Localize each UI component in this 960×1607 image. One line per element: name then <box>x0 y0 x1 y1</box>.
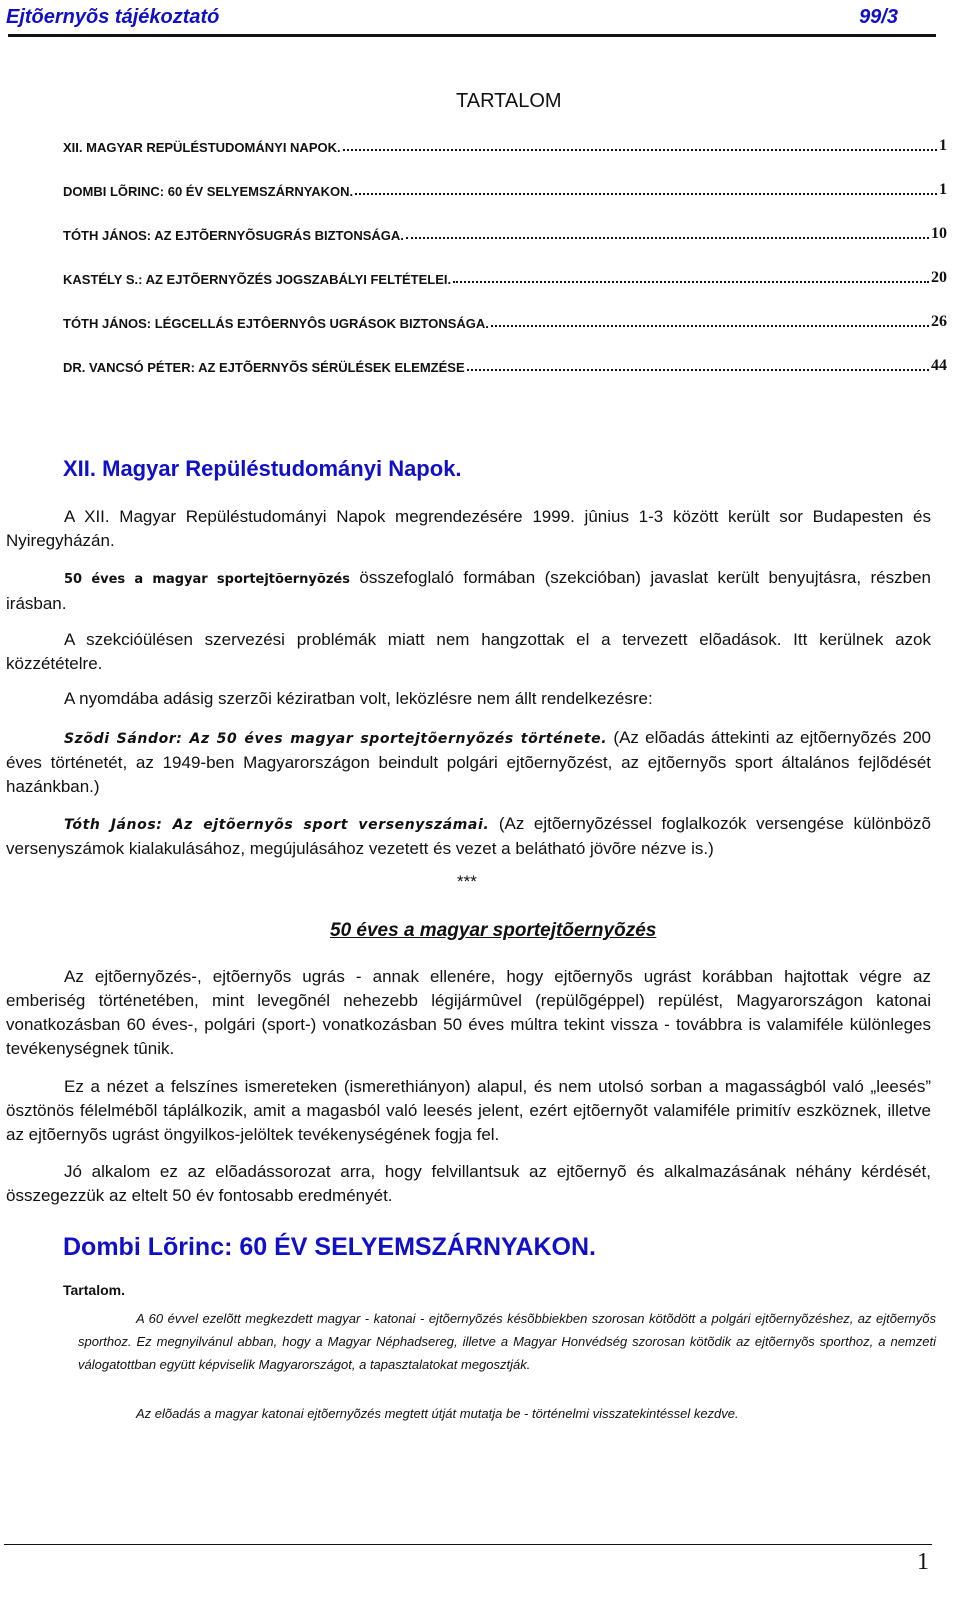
toc-entry-text: DOMBI LÕRINC: 60 ÉV SELYEMSZÁRNYAKON. <box>63 184 354 199</box>
paragraph: A szekcióülésen szervezési problémák miatt nem hangzottak el a tervezett elõadások. Itt kerülnek azok közzétételre. <box>6 630 931 673</box>
paragraph: A XII. Magyar Repüléstudományi Napok megrendezésére 1999. jûnius 1-3 között került sor Budapesten és Nyiregyházán. <box>6 507 931 550</box>
toc-entry-text: TÓTH JÁNOS: LÉGCELLÁS EJTÔERNYÔS UGRÁSOK BIZTONSÁGA. <box>63 316 489 331</box>
toc-leader <box>355 193 937 195</box>
toc-leader <box>343 149 937 151</box>
issue-number: 99/3 <box>859 6 898 28</box>
paragraph-text: (Az elõadás áttekinti az ejtõernyõzés 200 éves történetét, az 1949-ben Magyarországon beindult polgári ejtõernyõzést, az ejtõernyõs sport általános fejlõdését hazánkban.) <box>6 728 931 796</box>
abstract-paragraph: A 60 évvel ezelõtt megkezdett magyar - katonai - ejtõernyõzés késõbbiekben szorosan kötõdött a polgári ejtõernyõzéshez, az ejtõernyõs sporthoz. Ez megnyilvánul abban, hogy a Magyar Néphadsereg, illetve a Magyar Honvédség szorosan kötõdik az ejtõernyõs sporthoz, a nemzeti válogatottban együtt képviselik Magyarországot, a tapasztalatokat megosztják. <box>78 1311 936 1372</box>
toc-entry-text: KASTÉLY S.: AZ EJTÕERNYÕZÉS JOGSZABÁLYI FELTÉTELEI. <box>63 272 452 287</box>
toc-entry[interactable] <box>63 309 947 331</box>
header-rule <box>8 34 936 37</box>
toc-entry[interactable] <box>63 221 947 243</box>
paragraph <box>6 726 931 799</box>
toc-entry[interactable] <box>63 265 947 287</box>
abstract-label: Tartalom. <box>63 1282 125 1298</box>
inline-bold-title: 50 éves a magyar sportejtõernyõzés <box>64 572 350 587</box>
paragraph: Ez a nézet a felszínes ismereteken (ismerethiányon) alapul, és nem utolsó sorban a magasságból való „leesés” ösztönös félelmébõl táplálkozik, amit a magasból való leesés jelent, ezért ejtõernyõt valamiféle primitív eszköznek, illetve az ejtõernyõs ugrást öngyilkos-jelöltek tevékenységének fogja fel. <box>6 1077 931 1144</box>
toc-title: TARTALOM <box>456 90 562 112</box>
paragraph: A nyomdába adásig szerzõi kéziratban volt, leközlésre nem állt rendelkezésre: <box>64 689 653 708</box>
toc-entry-text: XII. MAGYAR REPÜLÉSTUDOMÁNYI NAPOK. <box>63 140 341 155</box>
toc-entry[interactable] <box>63 133 947 155</box>
toc-entry-page: 26 <box>931 313 947 330</box>
article-title: Dombi Lõrinc: 60 ÉV SELYEMSZÁRNYAKON. <box>63 1233 596 1261</box>
toc-entry-page: 1 <box>939 181 947 198</box>
toc-entry-text: DR. VANCSÓ PÉTER: AZ EJTÕERNYÕS SÉRÜLÉSEK ELEMZÉSE <box>63 360 465 375</box>
paragraph-text: (Az ejtõernyõzéssel foglalkozók versengése különbözõ versenyszámok kialakulásához, megújulásához vezetett és vezet a belátható jövõre nézve is.) <box>6 814 931 858</box>
page-number: 1 <box>917 1549 929 1575</box>
toc-leader <box>467 369 929 371</box>
toc-entry[interactable] <box>63 177 947 199</box>
publication-title: Ejtõernyõs tájékoztató <box>6 6 220 28</box>
toc-entry-page: 1 <box>939 137 947 154</box>
separator-stars: *** <box>457 872 477 891</box>
inline-bold-title: Szõdi Sándor: Az 50 éves magyar sportejtõernyõzés története. <box>64 731 608 747</box>
toc-leader <box>491 325 929 327</box>
toc-entry-page: 44 <box>931 357 947 374</box>
page-header <box>4 4 934 28</box>
section-heading: XII. Magyar Repüléstudományi Napok. <box>63 456 462 481</box>
paragraph: Jó alkalom ez az elõadássorozat arra, hogy felvillantsuk az ejtõernyõ és alkalmazásának néhány kérdését, összegezzük az eltelt 50 év fontosabb eredményét. <box>6 1162 931 1205</box>
toc-entry-page: 20 <box>931 269 947 286</box>
paragraph: Az ejtõernyõzés-, ejtõernyõs ugrás - annak ellenére, hogy ejtõernyõs ugrást korábban hajtottak végre az emberiség történetében, mint levegõnél nehezebb légijármûvel (repülõgéppel) repülést, Magyarországon katonai vonatkozásban 60 éves-, polgári (sport-) vonatkozásban 50 éves múltra tekint vissza - továbbra is valamiféle különleges tevékenységnek tûnik. <box>6 967 931 1058</box>
paragraph <box>6 812 931 861</box>
toc-entry-text: TÓTH JÁNOS: AZ EJTÕERNYÕSUGRÁS BIZTONSÁGA. <box>63 228 404 243</box>
section-heading: 50 éves a magyar sportejtõernyõzés <box>330 920 657 941</box>
abstract-paragraph: Az elõadás a magyar katonai ejtõernyõzés megtett útját mutatja be - történelmi visszatekintéssel kezdve. <box>136 1406 739 1421</box>
inline-bold-title: Tóth János: Az ejtõernyõs sport versenyszámai. <box>64 817 490 833</box>
paragraph <box>6 566 931 616</box>
footer-rule <box>4 1544 932 1545</box>
paragraph-text: összefoglaló formában (szekcióban) javaslat került benyujtásra, részben irásban. <box>6 568 931 613</box>
toc-entry[interactable] <box>63 353 947 375</box>
toc-leader <box>453 281 929 283</box>
toc-entry-page: 10 <box>931 225 947 242</box>
toc-leader <box>406 237 929 239</box>
